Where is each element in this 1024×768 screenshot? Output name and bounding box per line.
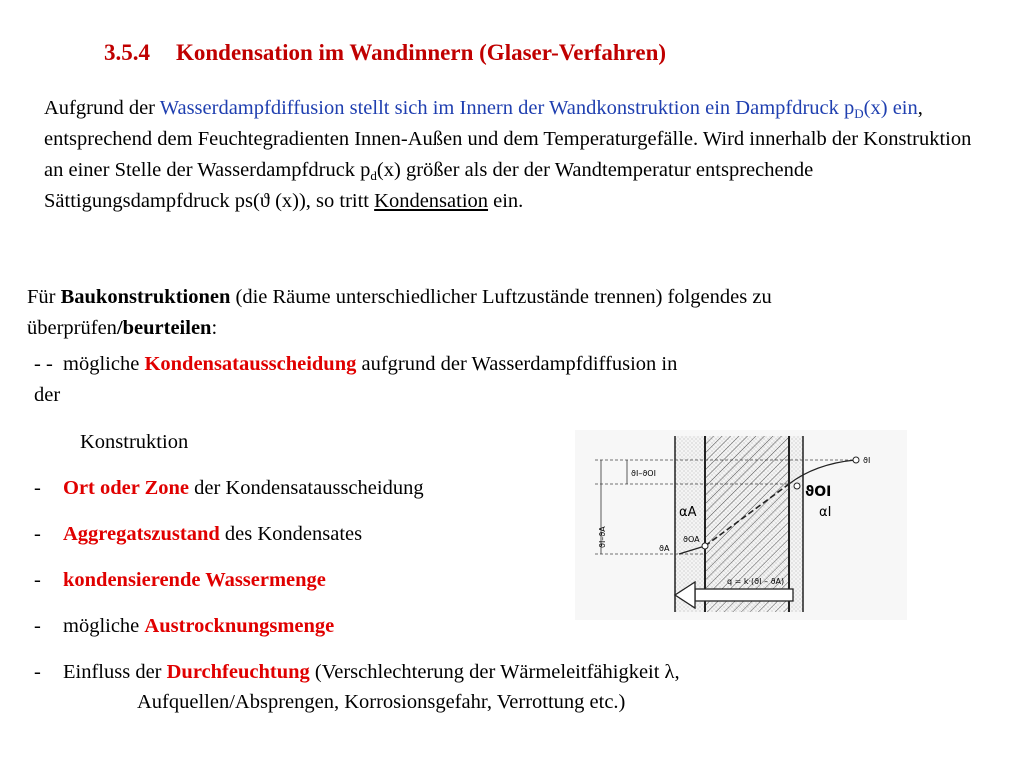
label-theta-a: ϑA xyxy=(659,544,670,553)
list-pre: mögliche xyxy=(63,353,145,375)
list-item xyxy=(34,353,677,376)
list-dash: - xyxy=(34,523,41,545)
list-highlight: kondensierende Wassermenge xyxy=(63,569,326,591)
intro-highlight xyxy=(160,97,918,119)
label-theta-i: ϑI xyxy=(863,456,871,465)
list-item-continuation: der xyxy=(34,384,61,406)
bau-bold-2: /beurteilen xyxy=(116,317,212,339)
list-dash: - xyxy=(34,661,41,683)
intro-sub-d: d xyxy=(370,168,377,183)
list-highlight: Ort oder Zone xyxy=(63,477,190,499)
list-post: des Kondensates xyxy=(219,523,363,545)
bau-text-1: Für xyxy=(27,286,61,308)
point-theta-i xyxy=(853,457,859,463)
label-alpha-i: αI xyxy=(819,505,832,520)
list-dash: - xyxy=(34,615,41,637)
list-item xyxy=(34,615,334,638)
list-item xyxy=(34,523,362,546)
intro-underlined-term: Kondensation xyxy=(374,190,489,212)
label-theta-i-theta-oi: ϑI–ϑOI xyxy=(631,469,656,478)
intro-highlight-1: Wasserdampfdiffusion stellt sich im Innern der Wandkonstruktion ein Dampfdruck p xyxy=(159,97,855,119)
heat-flux-arrow-body xyxy=(695,589,793,601)
list-item xyxy=(34,569,326,592)
list-post: aufgrund der Wasserdampfdiffusion in xyxy=(356,353,678,375)
intro-highlight-2: (x) ein xyxy=(863,97,918,119)
label-alpha-a: αA xyxy=(679,505,697,520)
section-number: 3.5.4 xyxy=(104,40,150,65)
list-item-continuation: Konstruktion xyxy=(80,431,189,453)
list-item xyxy=(34,477,424,500)
list-highlight: Austrocknungsmenge xyxy=(144,615,335,637)
wall-temperature-diagram xyxy=(575,430,907,620)
bau-text-2: (die Räume unterschiedlicher Luftzustände trennen) folgendes zu überprüfen xyxy=(27,286,772,339)
bau-bold-1: Baukonstruktionen xyxy=(60,286,231,308)
list-item xyxy=(34,661,680,684)
label-theta-i-theta-a: ϑI–ϑA xyxy=(598,526,607,548)
point-theta-oa xyxy=(702,543,708,549)
list-item-continuation: Aufquellen/Absprengen, Korrosionsgefahr, Verrottung etc.) xyxy=(137,691,626,713)
intro-text-3: (x) größer als der der Wandtemperatur entsprechende Sättigungsdampfdruck ps(ϑ (x)), so tritt xyxy=(44,159,814,212)
label-theta-oi: ϑOI xyxy=(805,484,832,500)
list-dash: - xyxy=(34,477,41,499)
intro-text-1: Aufgrund der xyxy=(44,97,160,119)
page-title xyxy=(104,40,666,66)
baukonstruktion-paragraph xyxy=(27,282,847,344)
intro-highlight-sub: D xyxy=(854,106,864,121)
list-highlight: Durchfeuchtung xyxy=(166,661,310,683)
intro-text-4: ein. xyxy=(488,190,524,212)
list-highlight: Kondensatausscheidung xyxy=(144,353,357,375)
label-heat-flux: q = k·(ϑI – ϑA) xyxy=(727,577,785,586)
list-post: (Verschlechterung der Wärmeleitfähigkeit λ, xyxy=(309,661,680,683)
intro-paragraph xyxy=(44,93,994,217)
point-theta-oi xyxy=(794,483,800,489)
list-dash: - - xyxy=(34,353,53,375)
intro-text-2: , entsprechend dem Feuchtegradienten Innen-Außen und dem Temperaturgefälle. Wird innerhalb der Konstruktion an einer Stelle der Wasserdampfdruck p xyxy=(44,97,972,181)
list-post: der Kondensatausscheidung xyxy=(189,477,424,499)
list-pre: Einfluss der xyxy=(63,661,167,683)
list-dash: - xyxy=(34,569,41,591)
bau-text-3: : xyxy=(211,317,218,339)
list-highlight: Aggregatszustand xyxy=(63,523,220,545)
label-theta-oa: ϑOA xyxy=(683,535,700,544)
list-pre: mögliche xyxy=(63,615,145,637)
diagram-svg xyxy=(575,430,907,620)
section-title: Kondensation im Wandinnern (Glaser-Verfahren) xyxy=(176,40,667,65)
